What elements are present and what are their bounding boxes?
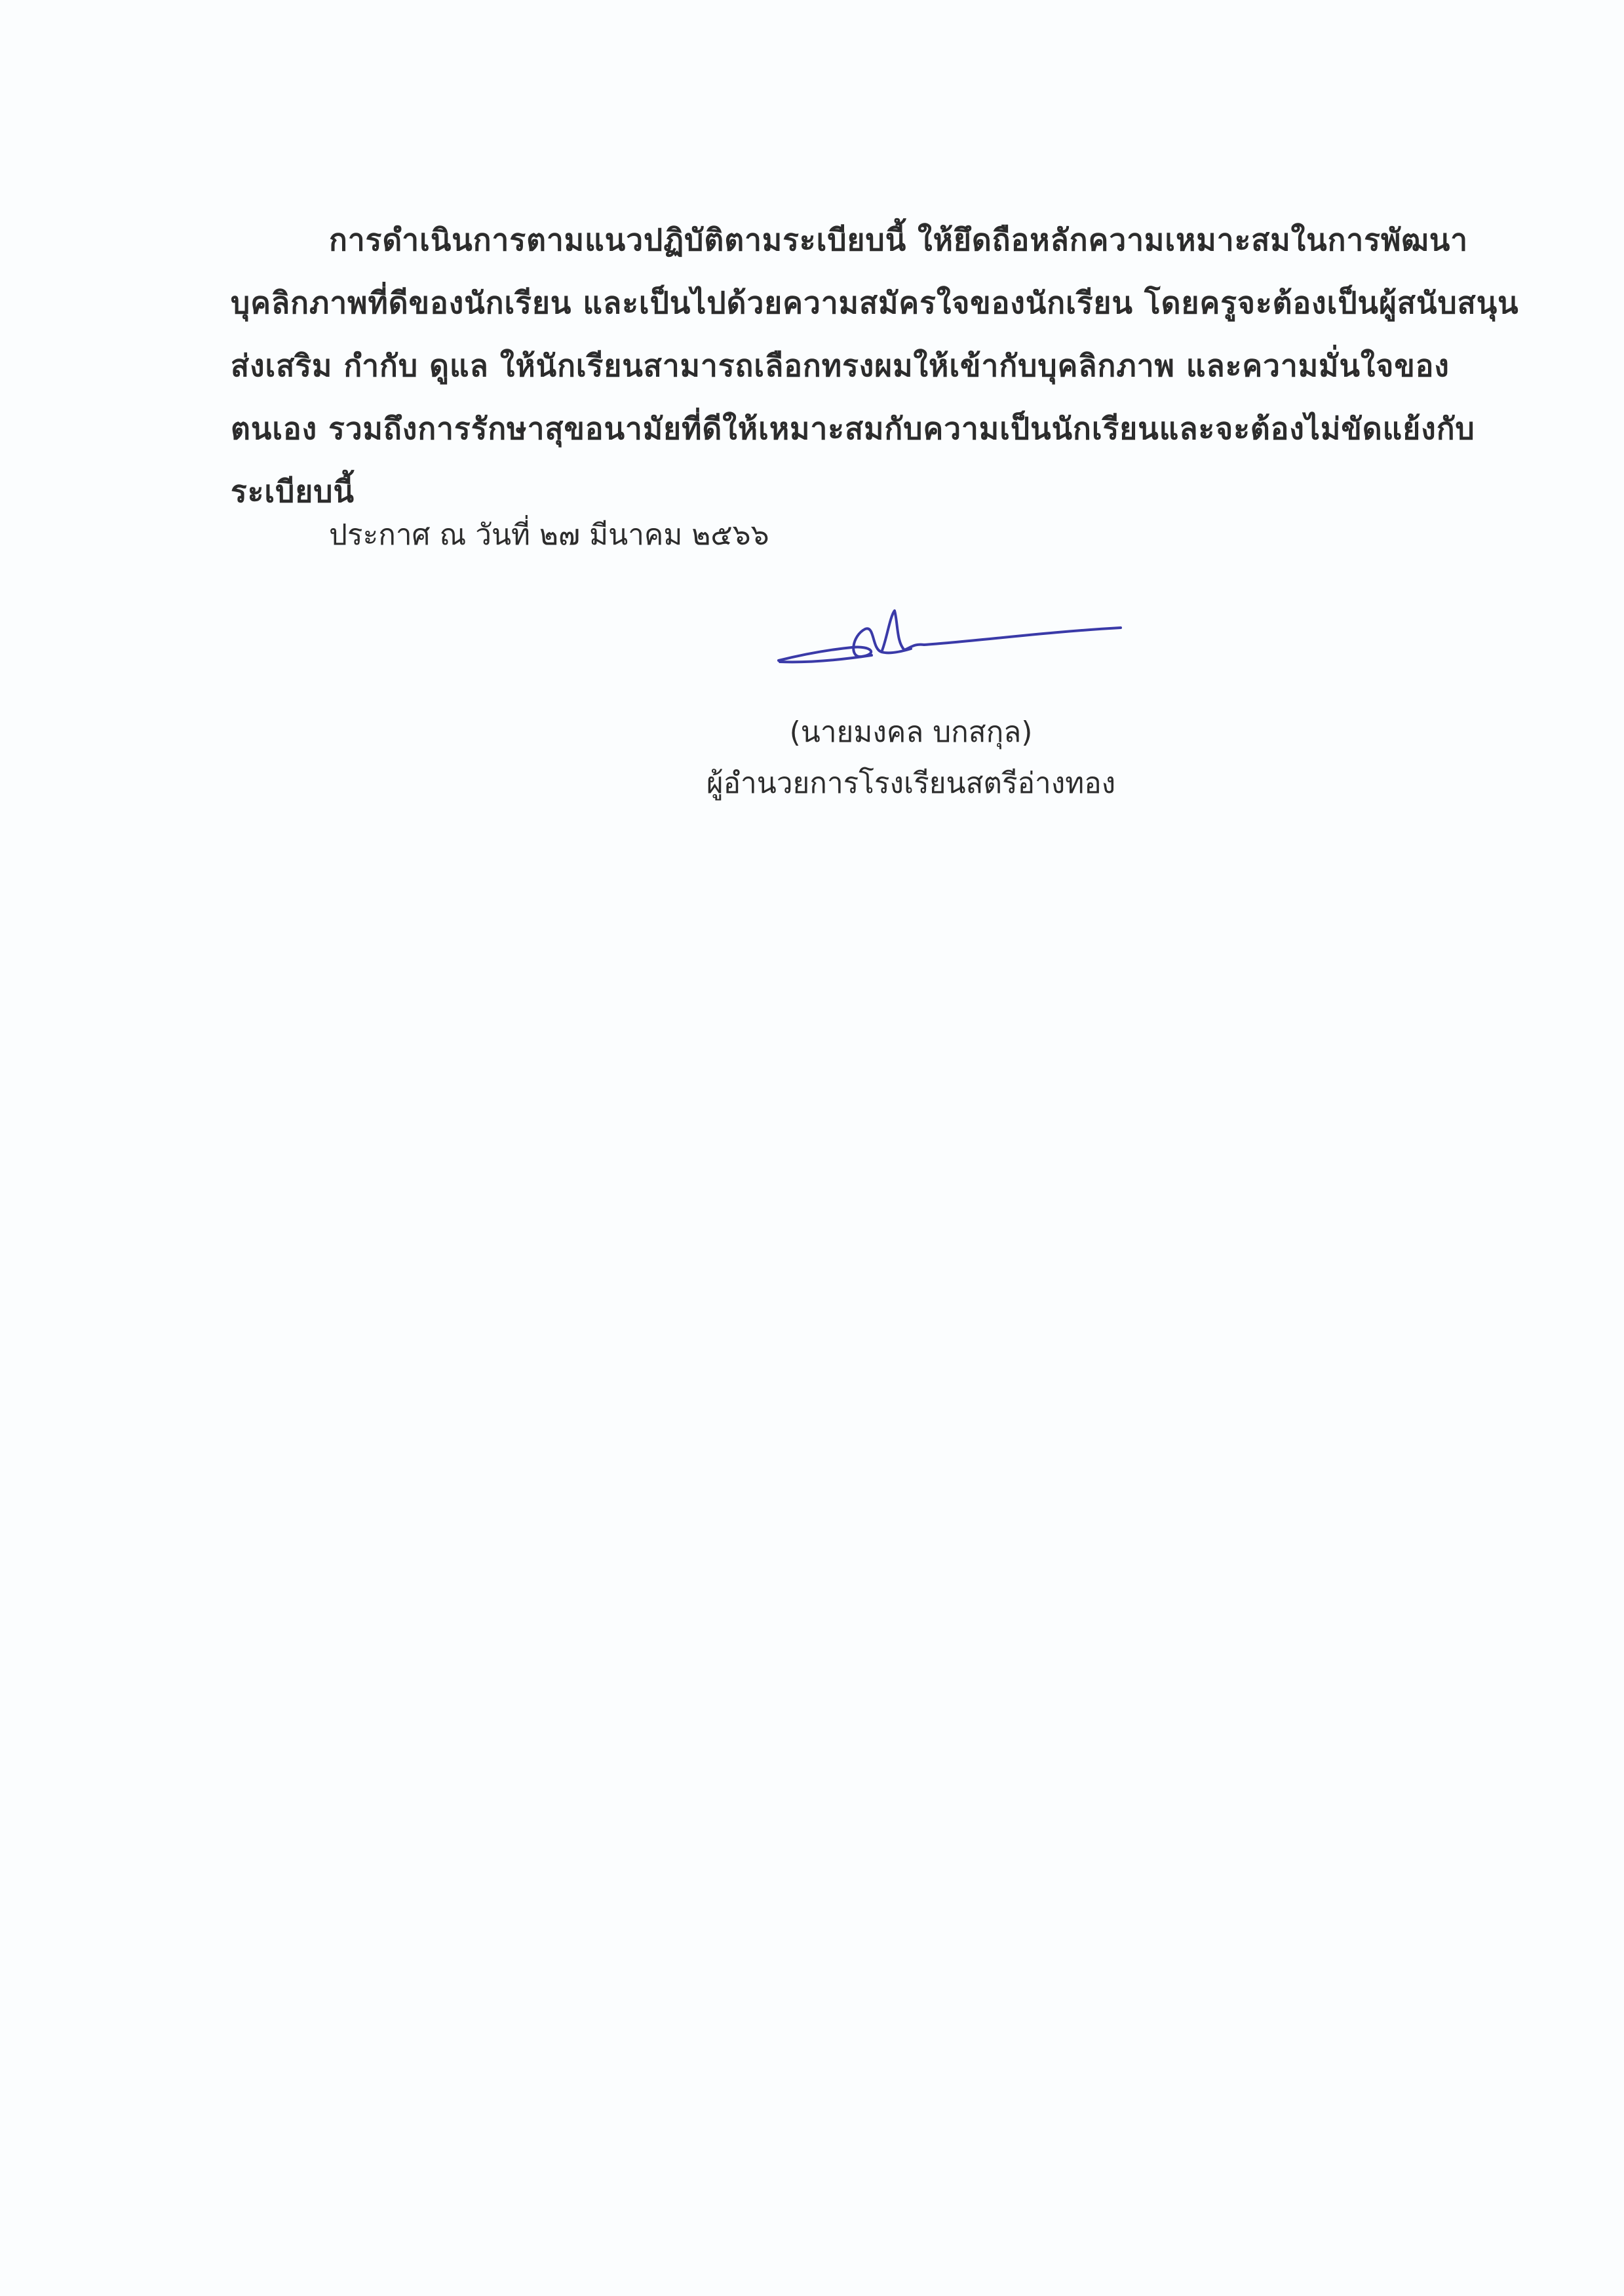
announcement-date: ประกาศ ณ วันที่ ๒๗ มีนาคม ๒๕๖๖ — [329, 518, 769, 552]
signature-image — [773, 596, 1127, 681]
paragraph-line-2: บุคลิกภาพที่ดีของนักเรียน และเป็นไปด้วยความสมัครใจของนักเรียน โดยครูจะต้องเป็นผู้สนับสนุน — [231, 285, 1519, 320]
signer-name: (นายมงคล บกสกุล) — [789, 716, 1033, 749]
paragraph-line-1: การดำเนินการตามแนวปฏิบัติตามระเบียบนี้ ให้ยึดถือหลักความเหมาะสมในการพัฒนา — [329, 222, 1469, 258]
paragraph-line-5: ระเบียบนี้ — [231, 474, 355, 509]
body-paragraph — [231, 208, 1519, 523]
paragraph-line-3: ส่งเสริม กำกับ ดูแล ให้นักเรียนสามารถเลือกทรงผมให้เข้ากับบุคลิกภาพ และความมั่นใจของ — [231, 348, 1450, 383]
paragraph-line-4: ตนเอง รวมถึงการรักษาสุขอนามัยที่ดีให้เหมาะสมกับความเป็นนักเรียนและจะต้องไม่ขัดแย้งกับ — [231, 411, 1475, 446]
signer-title: ผู้อำนวยการโรงเรียนสตรีอ่างทอง — [706, 767, 1116, 800]
